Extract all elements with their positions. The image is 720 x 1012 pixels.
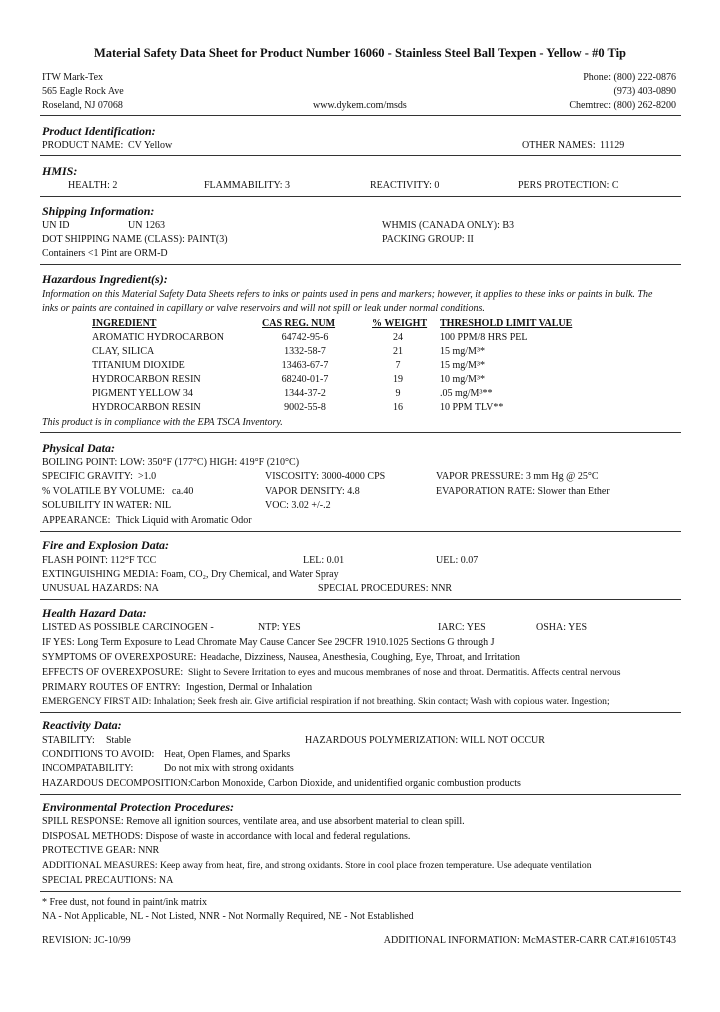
specific-gravity-value: >1.0 [138,471,157,482]
unid-value: UN 1263 [128,220,165,231]
other-names-value: 11129 [600,140,625,151]
symptoms-value: Headache, Dizziness, Nausea, Anesthesia, Coughing, Eye, Throat, and Irritation [200,652,520,663]
specific-gravity-label: SPECIFIC GRAVITY: [42,471,133,482]
divider [40,432,681,433]
ingredient-cas: 1344-37-2 [284,388,326,399]
vapor-pressure: VAPOR PRESSURE: 3 mm Hg @ 25°C [436,471,599,482]
hazardous-heading: Hazardous Ingredient(s): [42,272,168,286]
fire-heading: Fire and Explosion Data: [42,538,170,552]
dot-shipping-name: DOT SHIPPING NAME (CLASS): PAINT(3) [42,234,228,245]
unusual-hazards: UNUSUAL HAZARDS: NA [42,583,159,594]
ingredient-cas: 64742-95-6 [281,332,329,343]
ingredient-weight: 9 [395,388,401,399]
tsca-compliance: This product is in compliance with the EPA TSCA Inventory. [42,417,283,428]
disposal-methods: DISPOSAL METHODS: Dispose of waste in accordance with local and federal regulations. [42,831,411,842]
company-phone: Phone: (800) 222-0876 [583,72,676,83]
if-yes-note: IF YES: Long Term Exposure to Lead Chromate May Cause Cancer See 29CFR 1910.1025 Sections G through J [42,637,495,648]
volatile-label: % VOLATILE BY VOLUME: [42,486,165,497]
viscosity: VISCOSITY: 3000-4000 CPS [265,471,386,482]
lel: LEL: 0.01 [303,555,345,566]
whmis: WHMIS (CANADA ONLY): B3 [382,220,515,231]
ingredient-tlv: 10 PPM TLV** [440,402,504,413]
company-street: 565 Eagle Rock Ave [42,86,124,97]
routes-value: Ingestion, Dermal or Inhalation [186,682,313,693]
divider [40,155,681,156]
hmis-flammability: FLAMMABILITY: 3 [204,180,291,191]
ingredient-weight: 19 [393,374,403,385]
ingredient-cas: 68240-01-7 [281,374,329,385]
ingredient-tlv: 15 mg/M³* [440,346,485,357]
ingredient-name: CLAY, SILICA [92,346,155,357]
ntp: NTP: YES [258,622,301,633]
revision: REVISION: JC-10/99 [42,935,131,946]
flash-point: FLASH POINT: 112°F TCC [42,555,157,566]
company-name: ITW Mark-Tex [42,72,104,83]
col-header-ingredient: INGREDIENT [92,318,157,329]
product-name-label: PRODUCT NAME: [42,140,124,151]
incompatability-label: INCOMPATABILITY: [42,763,134,774]
carcinogen-label: LISTED AS POSSIBLE CARCINOGEN - [42,622,214,633]
evaporation-rate: EVAPORATION RATE: Slower than Ether [436,486,610,497]
divider [40,794,681,795]
reactivity-heading: Reactivity Data: [42,718,122,732]
abbreviation-legend: NA - Not Applicable, NL - Not Listed, NNR - Not Normally Required, NE - Not Established [42,911,414,922]
ingredient-tlv: 100 PPM/8 HRS PEL [440,332,528,343]
ingredient-name: PIGMENT YELLOW 34 [92,388,193,399]
routes-label: PRIMARY ROUTES OF ENTRY: [42,682,181,693]
decomposition-value: Carbon Monoxide, Carbon Dioxide, and unidentified organic combustion products [190,778,521,789]
col-header-cas: CAS REG. NUM [262,318,336,329]
hmis-pers-protection: PERS PROTECTION: C [518,180,619,191]
hazardous-note-line2: inks or paints are contained in capillary or valve reservoirs and will not spill or leak under normal conditions. [42,303,485,314]
product-heading: Product Identification: [42,124,156,138]
volatile-value: ca.40 [172,486,194,497]
spill-response: SPILL RESPONSE: Remove all ignition sources, ventilate area, and use absorbent material to clean spill. [42,816,465,827]
stability-value: Stable [106,735,131,746]
vapor-density: VAPOR DENSITY: 4.8 [265,486,360,497]
product-name-value: CV Yellow [128,140,173,151]
company-chemtrec: Chemtrec: (800) 262-8200 [569,100,676,111]
conditions-avoid-label: CONDITIONS TO AVOID: [42,749,155,760]
conditions-avoid-value: Heat, Open Flames, and Sparks [164,749,291,760]
extinguishing-media: EXTINGUISHING MEDIA: Foam, CO₂, Dry Chemical, and Water Spray [42,569,339,580]
iarc: IARC: YES [438,622,486,633]
appearance-value: Thick Liquid with Aromatic Odor [116,515,252,526]
company-website[interactable]: www.dykem.com/msds [313,100,407,111]
additional-information: ADDITIONAL INFORMATION: McMASTER-CARR CAT.#16105T43 [383,935,676,946]
hazardous-note-line1: Information on this Material Safety Data Sheets refers to inks or paints used in pens and markers; however, it applies to these inks or paints in bulk. The [42,289,653,300]
ingredient-name: TITANIUM DIOXIDE [92,360,185,371]
hmis-reactivity: REACTIVITY: 0 [370,180,440,191]
ingredient-weight: 16 [393,402,403,413]
incompatability-value: Do not mix with strong oxidants [164,763,294,774]
ingredient-weight: 21 [393,346,403,357]
containers-note: Containers <1 Pint are ORM-D [42,248,168,259]
special-procedures: SPECIAL PROCEDURES: NNR [318,583,453,594]
col-header-weight: % WEIGHT [372,318,428,329]
physical-heading: Physical Data: [42,441,115,455]
ingredient-tlv: 15 mg/M³* [440,360,485,371]
ingredient-tlv: .05 mg/M³** [440,388,493,399]
emergency-first-aid: EMERGENCY FIRST AID: Inhalation; Seek fresh air. Give artificial respiration if not breathing. Skin contact; Wash with copious water. Ingestion; [42,696,610,707]
additional-measures: ADDITIONAL MEASURES: Keep away from heat, fire, and strong oxidants. Store in cool place frozen temperature. Use adequate ventilation [42,860,592,871]
ingredient-cas: 1332-58-7 [284,346,326,357]
divider [40,891,681,892]
ingredient-name: AROMATIC HYDROCARBON [92,332,224,343]
divider [40,599,681,600]
unid-label: UN ID [42,220,70,231]
col-header-tlv: THRESHOLD LIMIT VALUE [440,318,573,329]
ingredient-weight: 24 [393,332,403,343]
divider [40,531,681,532]
osha: OSHA: YES [536,622,588,633]
other-names-label: OTHER NAMES: [522,140,596,151]
ingredient-name: HYDROCARBON RESIN [92,374,201,385]
decomposition-label: HAZARDOUS DECOMPOSITION: [42,778,191,789]
health-heading: Health Hazard Data: [42,606,147,620]
stability-label: STABILITY: [42,735,95,746]
company-city: Roseland, NJ 07068 [42,100,123,111]
shipping-heading: Shipping Information: [42,204,155,218]
packing-group: PACKING GROUP: II [382,234,474,245]
ingredient-name: HYDROCARBON RESIN [92,402,201,413]
free-dust-footnote: * Free dust, not found in paint/ink matrix [42,897,207,908]
ingredient-cas: 9002-55-8 [284,402,326,413]
ingredient-cas: 13463-67-7 [281,360,329,371]
ingredient-tlv: 10 mg/M³* [440,374,485,385]
hazardous-polymerization: HAZARDOUS POLYMERIZATION: WILL NOT OCCUR [305,735,545,746]
ingredient-weight: 7 [395,360,401,371]
boiling-point: BOILING POINT: LOW: 350°F (177°C) HIGH: 419°F (210°C) [42,457,300,468]
solubility: SOLUBILITY IN WATER: NIL [42,500,172,511]
appearance-label: APPEARANCE: [42,515,111,526]
protective-gear: PROTECTIVE GEAR: NNR [42,845,160,856]
environmental-heading: Environmental Protection Procedures: [42,800,234,814]
company-phone-alt: (973) 403-0890 [613,86,676,97]
symptoms-label: SYMPTOMS OF OVEREXPOSURE: [42,652,197,663]
effects-label: EFFECTS OF OVEREXPOSURE: [42,667,184,678]
special-precautions: SPECIAL PRECAUTIONS: NA [42,875,174,886]
voc: VOC: 3.02 +/-.2 [265,500,331,511]
effects-value: Slight to Severe Irritation to eyes and mucous membranes of nose and throat. Dermatitis. Affects central nervous [188,667,621,678]
hmis-heading: HMIS: [42,164,78,178]
divider [40,712,681,713]
divider [40,115,681,116]
uel: UEL: 0.07 [436,555,479,566]
document-title: Material Safety Data Sheet for Product Number 16060 - Stainless Steel Ball Texpen - Yellow - #0 Tip [93,46,627,60]
divider [40,196,681,197]
divider [40,264,681,265]
hmis-health: HEALTH: 2 [68,180,118,191]
